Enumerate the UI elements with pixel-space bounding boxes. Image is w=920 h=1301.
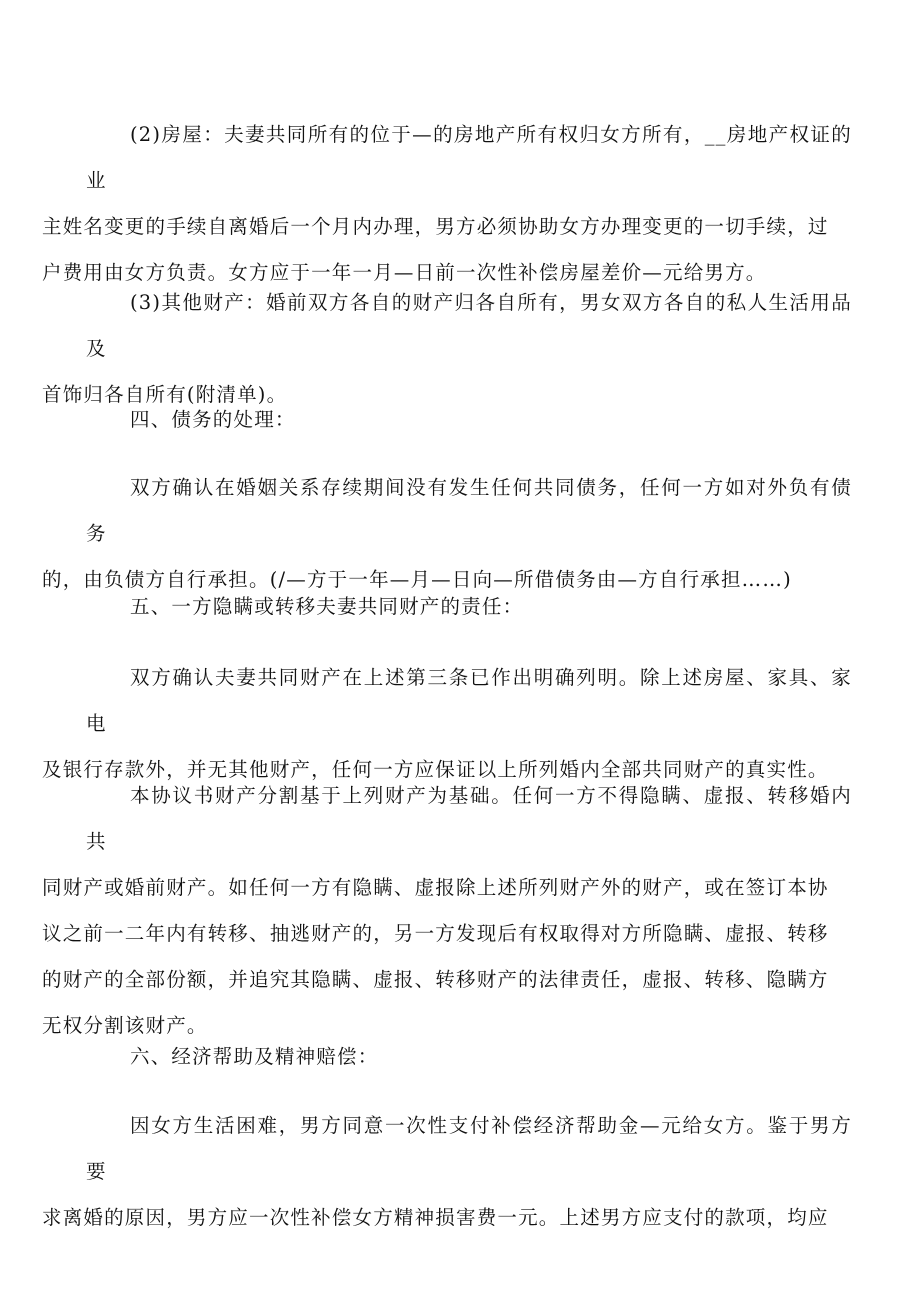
section-heading-concealment: 五、一方隐瞒或转移夫妻共同财产的责任： bbox=[130, 595, 524, 618]
text-line: 的，由负债方自行承担。(/—方于一年—月—日向—所借债务由—方自行承担……) bbox=[42, 568, 792, 591]
text-line: 双方确认在婚姻关系存续期间没有发生任何共同债务，任何一方如对外负有债务 bbox=[86, 476, 852, 545]
text-line: 及银行存款外，并无其他财产，任何一方应保证以上所列婚内全部共同财产的真实性。 bbox=[42, 758, 829, 781]
text-line: 户费用由女方负责。女方应于一年一月—日前一次性补偿房屋差价—元给男方。 bbox=[42, 261, 767, 284]
text-line: (3)其他财产：婚前双方各自的财产归各自所有，男女双方各自的私人生活用品及 bbox=[86, 291, 852, 360]
paragraph-division bbox=[42, 773, 852, 1049]
text-line: 求离婚的原因，男方应一次性补偿女方精神损害费一元。上述男方应支付的款项，均应 bbox=[42, 1206, 829, 1229]
text-line: 议之前一二年内有转移、抽逃财产的，另一方发现后有权取得对方所隐瞒、虚报、转移 bbox=[42, 922, 829, 945]
section-heading-debt: 四、债务的处理： bbox=[130, 408, 296, 431]
text-line: 双方确认夫妻共同财产在上述第三条已作出明确列明。除上述房屋、家具、家电 bbox=[86, 666, 852, 735]
text-line: (2)房屋：夫妻共同所有的位于—的房地产所有权归女方所有，__房地产权证的业 bbox=[86, 123, 852, 192]
text-line: 主姓名变更的手续自离婚后一个月内办理，男方必须协助女方办理变更的一切手续，过 bbox=[42, 215, 829, 238]
text-line: 首饰归各自所有(附清单)。 bbox=[42, 383, 288, 406]
paragraph-compensation bbox=[42, 1103, 852, 1241]
text-line: 无权分割该财产。 bbox=[42, 1014, 208, 1037]
paragraph-debt bbox=[42, 465, 852, 603]
text-line: 的财产的全部份额，并追究其隐瞒、虚报、转移财产的法律责任，虚报、转移、隐瞒方 bbox=[42, 968, 829, 991]
text-line: 同财产或婚前财产。如任何一方有隐瞒、虚报除上述所列财产外的财产，或在签订本协 bbox=[42, 876, 829, 899]
paragraph-house bbox=[42, 112, 852, 296]
section-heading-compensation: 六、经济帮助及精神赔偿： bbox=[130, 1045, 379, 1068]
text-line: 因女方生活困难，男方同意一次性支付补偿经济帮助金—元给女方。鉴于男方要 bbox=[86, 1114, 852, 1183]
text-line: 本协议书财产分割基于上列财产为基础。任何一方不得隐瞒、虚报、转移婚内共 bbox=[86, 784, 852, 853]
